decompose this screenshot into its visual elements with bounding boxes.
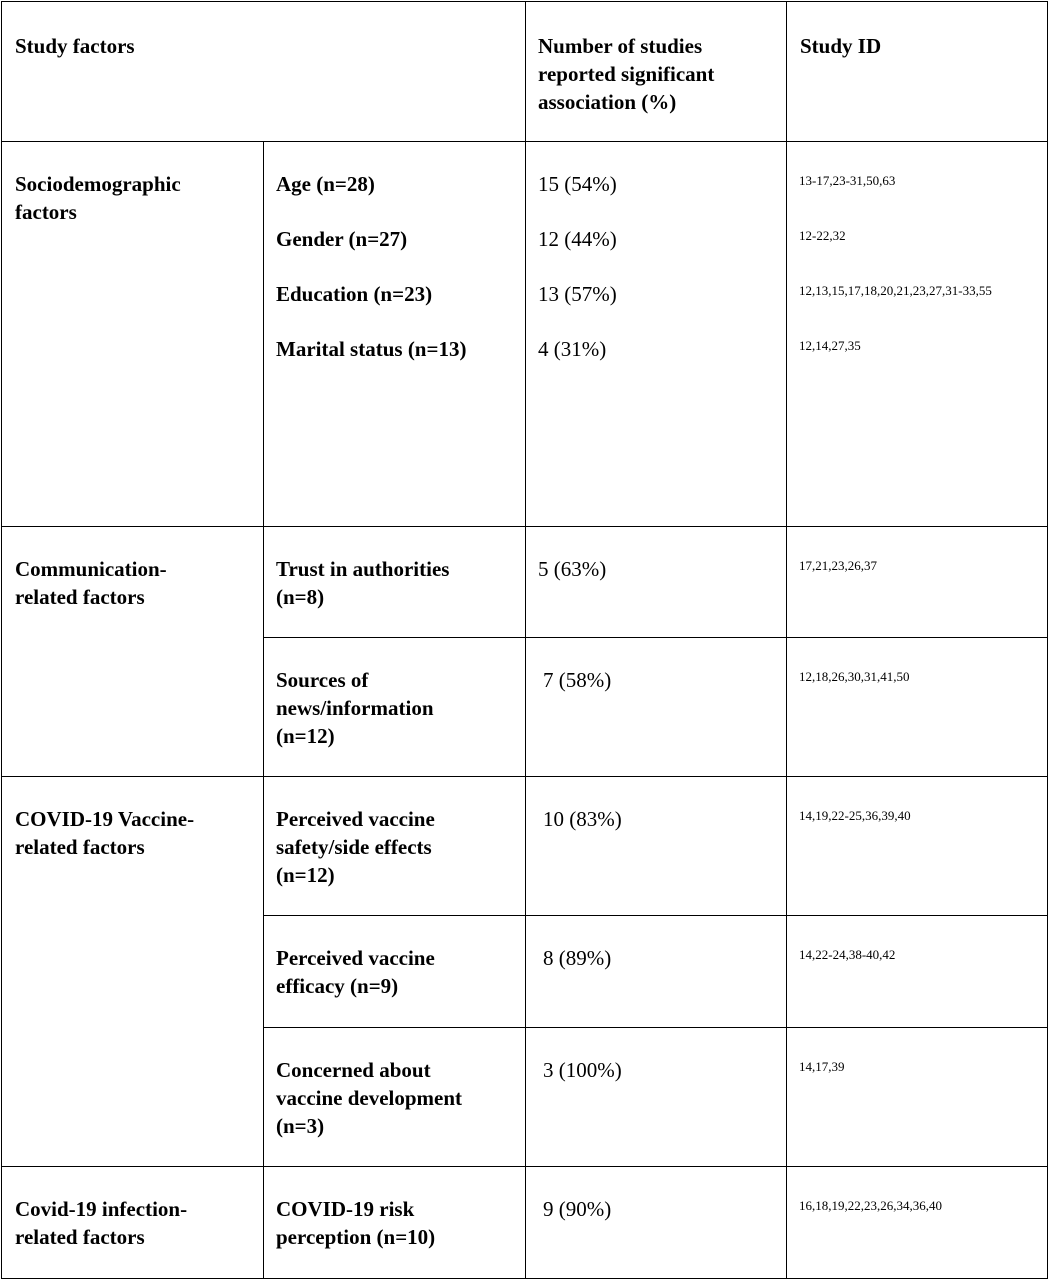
ids-education: 12,13,15,17,18,20,21,23,27,31-33,55	[799, 283, 992, 298]
ids-efficacy-cell	[787, 916, 1048, 1028]
table-row-trust	[2, 527, 1048, 638]
factor-development-line2: vaccine development	[276, 1086, 463, 1110]
factor-development	[264, 1028, 526, 1167]
number-education: 13 (57%)	[538, 282, 617, 306]
ids-risk: 16,18,19,22,23,26,34,36,40	[799, 1198, 942, 1213]
factor-risk	[264, 1167, 526, 1279]
factor-safety-line3: (n=12)	[276, 863, 335, 887]
factor-sources-line2: news/information	[276, 696, 434, 720]
number-trust-cell	[526, 527, 787, 638]
group-infection	[2, 1167, 264, 1279]
ids-trust: 17,21,23,26,37	[799, 558, 877, 573]
study-factors-table	[1, 1, 1048, 1279]
factor-safety-line1: Perceived vaccine	[276, 807, 435, 831]
factor-cell-sociodemographic	[264, 142, 526, 527]
factor-efficacy-line2: efficacy (n=9)	[276, 974, 399, 998]
number-sources-cell	[526, 638, 787, 777]
number-trust: 5 (63%)	[538, 557, 607, 581]
group-label-line1: Communication-	[15, 557, 167, 581]
ids-safety: 14,19,22-25,36,39,40	[799, 808, 911, 823]
number-development: 3 (100%)	[543, 1058, 622, 1082]
group-label-line1: Sociodemographic	[15, 172, 181, 196]
factor-development-line3: (n=3)	[276, 1114, 325, 1138]
factor-marital-status: Marital status (n=13)	[276, 337, 467, 361]
table-row-sociodemographic	[2, 142, 1048, 527]
factor-development-line1: Concerned about	[276, 1058, 431, 1082]
header-number-of-studies	[526, 2, 787, 142]
header-study-id-label: Study ID	[800, 34, 882, 58]
ids-age: 13-17,23-31,50,63	[799, 173, 896, 188]
group-label-line2: related factors	[15, 585, 145, 609]
factor-age: Age (n=28)	[276, 172, 375, 196]
number-cell-sociodemographic	[526, 142, 787, 527]
header-study-id	[787, 2, 1048, 142]
number-gender: 12 (44%)	[538, 227, 617, 251]
number-safety-cell	[526, 777, 787, 916]
group-label-line1: Covid-19 infection-	[15, 1197, 188, 1221]
header-row	[2, 2, 1048, 142]
factor-trust-line1: Trust in authorities	[276, 557, 450, 581]
factor-gender: Gender (n=27)	[276, 227, 408, 251]
number-efficacy-cell	[526, 916, 787, 1028]
group-sociodemographic	[2, 142, 264, 527]
factor-sources-line3: (n=12)	[276, 724, 335, 748]
ids-sources-cell	[787, 638, 1048, 777]
group-vaccine	[2, 777, 264, 1167]
header-study-factors	[2, 2, 526, 142]
ids-marital-status: 12,14,27,35	[799, 338, 861, 353]
ids-risk-cell	[787, 1167, 1048, 1279]
header-number-line3: association (%)	[538, 90, 677, 114]
group-communication	[2, 527, 264, 777]
ids-sources: 12,18,26,30,31,41,50	[799, 669, 910, 684]
number-development-cell	[526, 1028, 787, 1167]
factor-efficacy-line1: Perceived vaccine	[276, 946, 435, 970]
ids-safety-cell	[787, 777, 1048, 916]
factor-education: Education (n=23)	[276, 282, 433, 306]
number-age: 15 (54%)	[538, 172, 617, 196]
header-study-factors-label: Study factors	[15, 34, 135, 58]
group-label-line2: related factors	[15, 1225, 145, 1249]
factor-efficacy	[264, 916, 526, 1028]
table-row-safety	[2, 777, 1048, 916]
factor-sources	[264, 638, 526, 777]
number-marital-status: 4 (31%)	[538, 337, 607, 361]
header-number-line1: Number of studies	[538, 34, 703, 58]
factor-risk-line1: COVID-19 risk	[276, 1197, 415, 1221]
factor-safety	[264, 777, 526, 916]
number-safety: 10 (83%)	[543, 807, 622, 831]
factor-trust-line2: (n=8)	[276, 585, 325, 609]
ids-development-cell	[787, 1028, 1048, 1167]
group-label-line2: factors	[15, 200, 77, 224]
number-efficacy: 8 (89%)	[543, 946, 612, 970]
ids-gender: 12-22,32	[799, 228, 846, 243]
factor-risk-line2: perception (n=10)	[276, 1225, 436, 1249]
factor-trust	[264, 527, 526, 638]
ids-cell-sociodemographic	[787, 142, 1048, 527]
factor-safety-line2: safety/side effects	[276, 835, 432, 859]
group-label-line2: related factors	[15, 835, 145, 859]
ids-development: 14,17,39	[799, 1059, 845, 1074]
number-risk: 9 (90%)	[543, 1197, 612, 1221]
ids-efficacy: 14,22-24,38-40,42	[799, 947, 896, 962]
factor-sources-line1: Sources of	[276, 668, 369, 692]
header-number-line2: reported significant	[538, 62, 715, 86]
table-row-risk	[2, 1167, 1048, 1279]
group-label-line1: COVID-19 Vaccine-	[15, 807, 195, 831]
number-risk-cell	[526, 1167, 787, 1279]
number-sources: 7 (58%)	[543, 668, 612, 692]
ids-trust-cell	[787, 527, 1048, 638]
